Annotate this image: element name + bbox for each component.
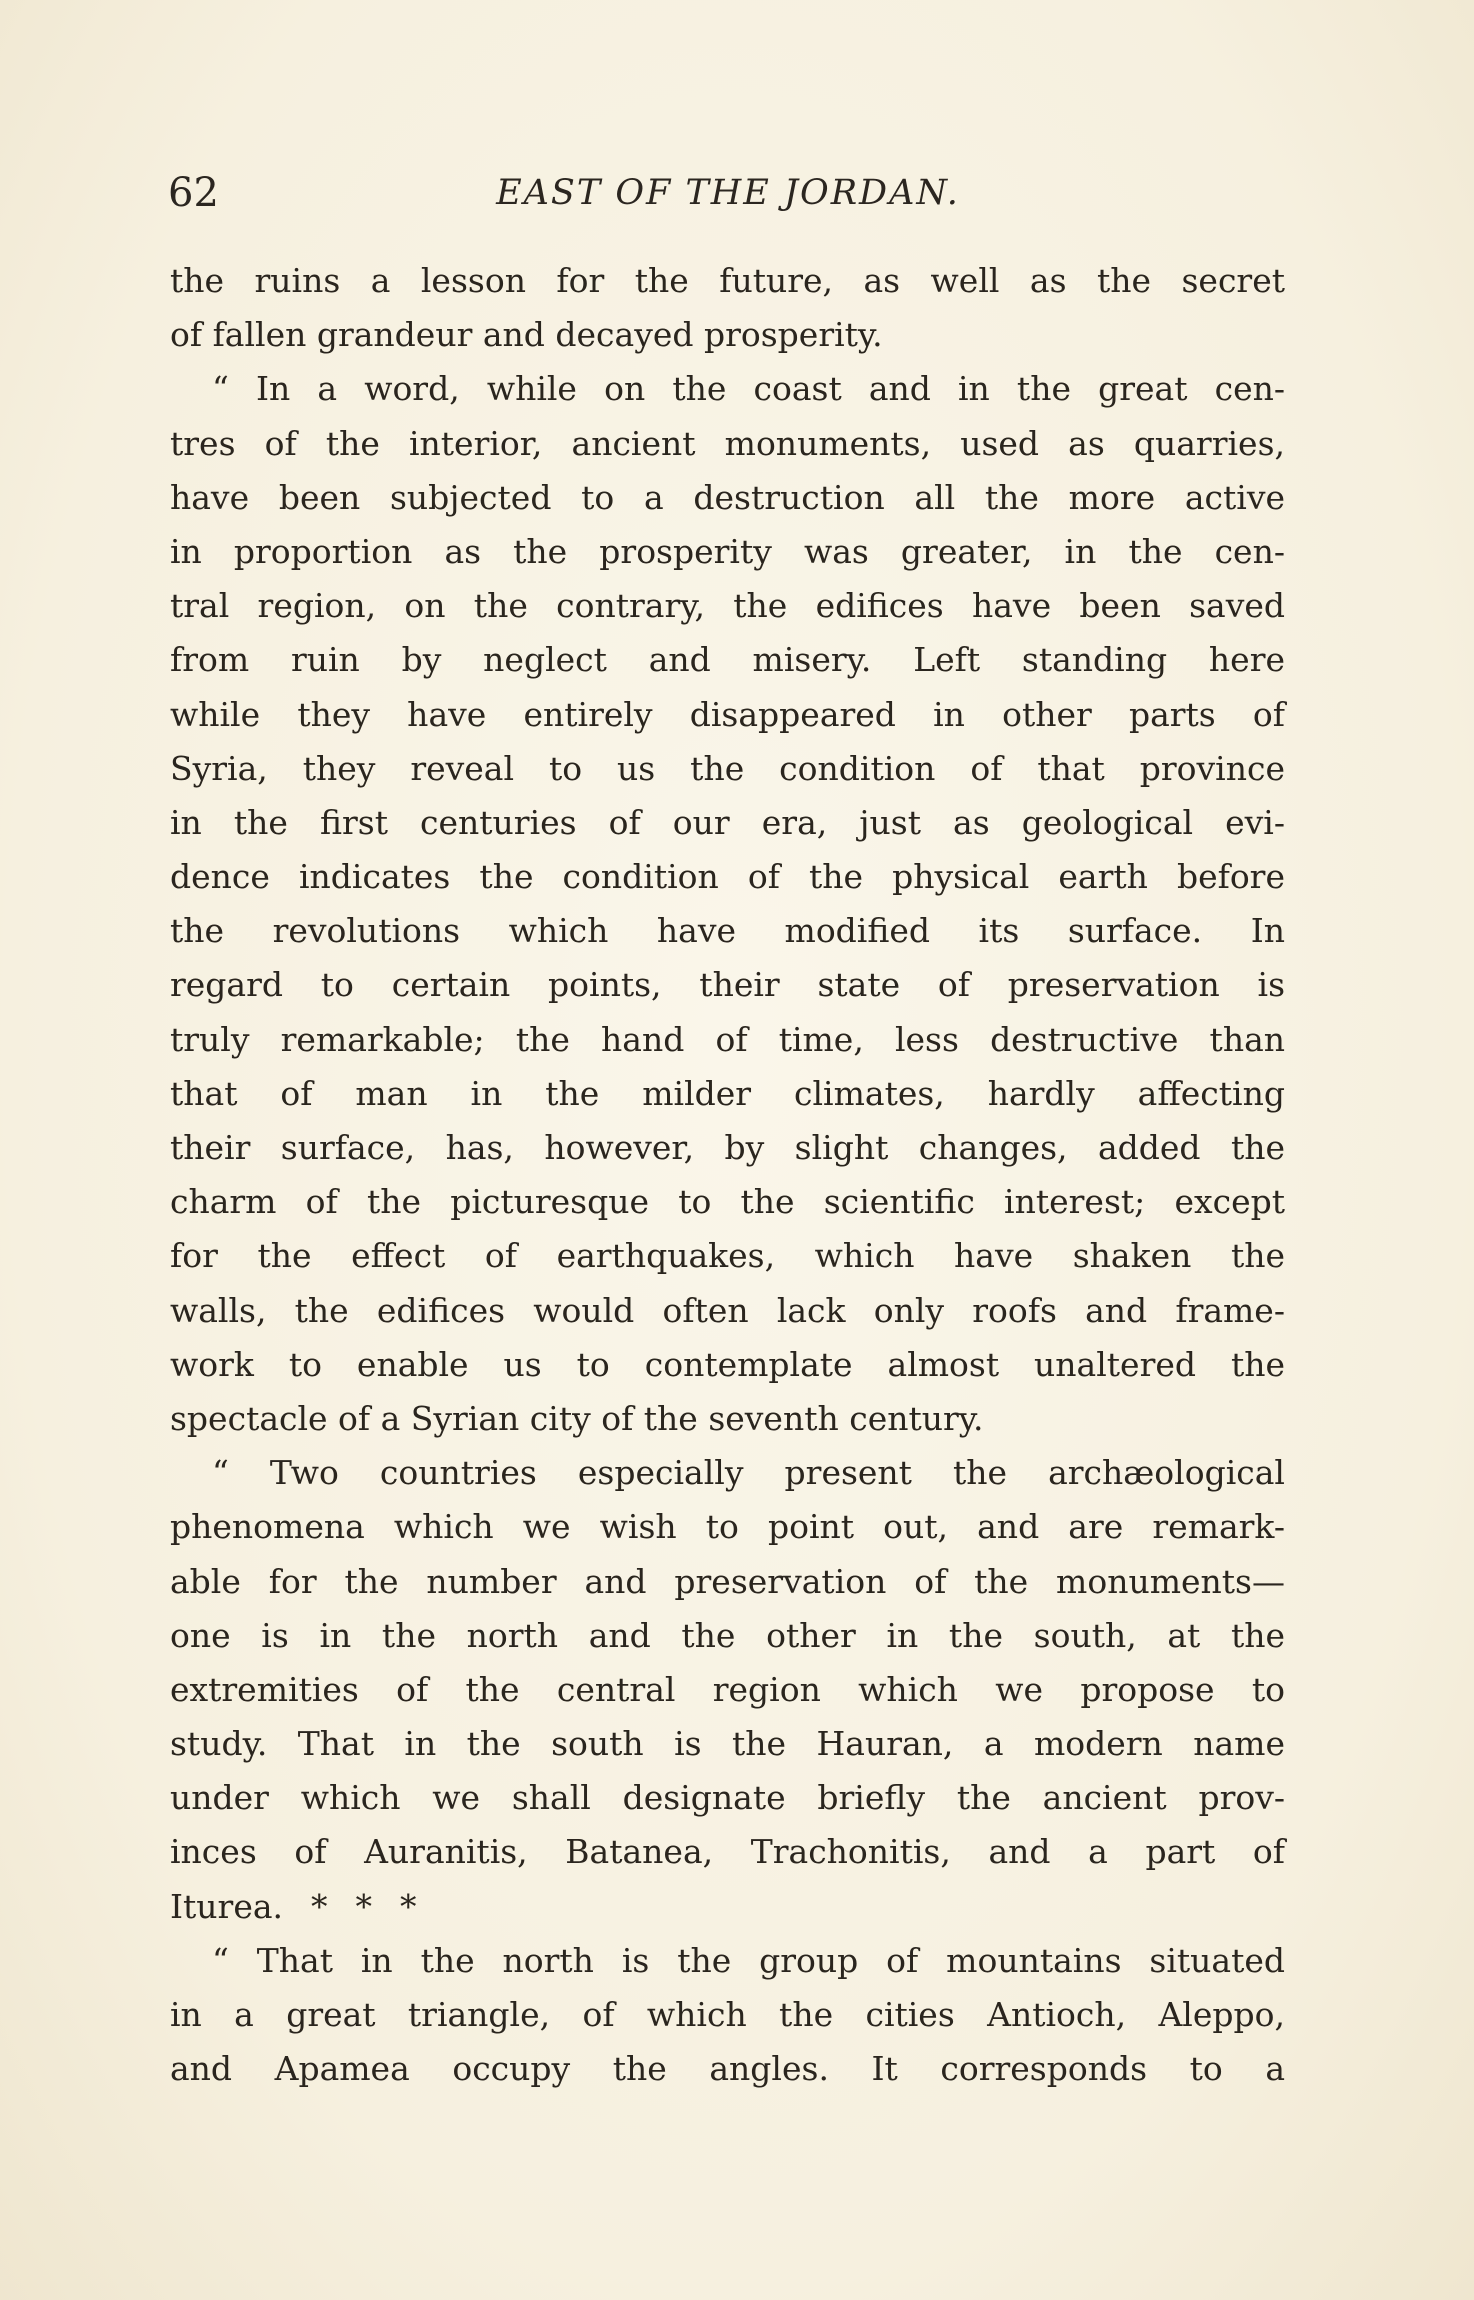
text-line: truly remarkable; the hand of time, less destructive than <box>170 1019 1285 1059</box>
text-line: and Apamea occupy the angles. It corresponds to a <box>170 2049 1285 2089</box>
text-line: have been subjected to a destruction all the more active <box>170 477 1285 517</box>
ellipsis-star: * <box>311 1886 328 1926</box>
text-line: in proportion as the prosperity was greater, in the cen- <box>170 531 1285 571</box>
text-line: extremities of the central region which we propose to <box>170 1669 1285 1709</box>
text-line: Syria, they reveal to us the condition of that province <box>170 748 1285 788</box>
text-line: Iturea. <box>170 1886 284 1926</box>
running-head: EAST OF THE JORDAN. <box>496 173 960 213</box>
text-line: walls, the edifices would often lack only roofs and frame- <box>170 1290 1285 1330</box>
text-line: the ruins a lesson for the future, as well as the secret <box>170 261 1285 300</box>
page-number: 62 <box>168 170 219 216</box>
text-line: in the first centuries of our era, just as geological evi- <box>170 802 1285 842</box>
text-line: work to enable us to contemplate almost unaltered the <box>170 1344 1285 1384</box>
text-line: from ruin by neglect and misery. Left standing here <box>170 640 1285 680</box>
text-line: “ Two countries especially present the archæological <box>212 1453 1285 1493</box>
text-line: study. That in the south is the Hauran, a modern name <box>170 1724 1285 1764</box>
text-line: tral region, on the contrary, the edifices have been saved <box>170 586 1285 626</box>
text-line: spectacle of a Syrian city of the seventh century. <box>170 1398 984 1438</box>
text-line-with-ellipsis <box>170 1880 1285 1934</box>
text-line: for the effect of earthquakes, which have shaken the <box>170 1236 1285 1276</box>
text-line: the revolutions which have modified its surface. In <box>170 911 1285 951</box>
ellipsis-star: * <box>355 1886 373 1926</box>
text-line: that of man in the milder climates, hardly affecting <box>170 1073 1285 1113</box>
text-line: one is in the north and the other in the south, at the <box>170 1615 1285 1655</box>
text-line: able for the number and preservation of the monuments— <box>170 1561 1285 1601</box>
text-line: under which we shall designate briefly the ancient prov- <box>170 1778 1285 1818</box>
text-line: charm of the picturesque to the scientific interest; except <box>170 1182 1285 1222</box>
text-line: “ That in the north is the group of mountains situated <box>212 1940 1285 1980</box>
text-line: their surface, has, however, by slight changes, added the <box>170 1128 1285 1167</box>
text-line: dence indicates the condition of the physical earth before <box>170 857 1285 897</box>
text-line: in a great triangle, of which the cities Antioch, Aleppo, <box>170 1995 1285 2034</box>
text-line: inces of Auranitis, Batanea, Trachonitis, and a part of <box>170 1832 1285 1872</box>
text-line: “ In a word, while on the coast and in the great cen- <box>212 369 1285 409</box>
page-header <box>168 168 1288 228</box>
body-text <box>170 254 1285 2096</box>
text-line: regard to certain points, their state of preservation is <box>170 965 1285 1005</box>
text-line: of fallen grandeur and decayed prosperity. <box>170 315 883 355</box>
text-line: phenomena which we wish to point out, and are remark- <box>170 1507 1285 1547</box>
text-line: while they have entirely disappeared in other parts of <box>170 694 1285 734</box>
ellipsis-star: * <box>400 1886 417 1926</box>
text-line: tres of the interior, ancient monuments, used as quarries, <box>170 423 1285 463</box>
